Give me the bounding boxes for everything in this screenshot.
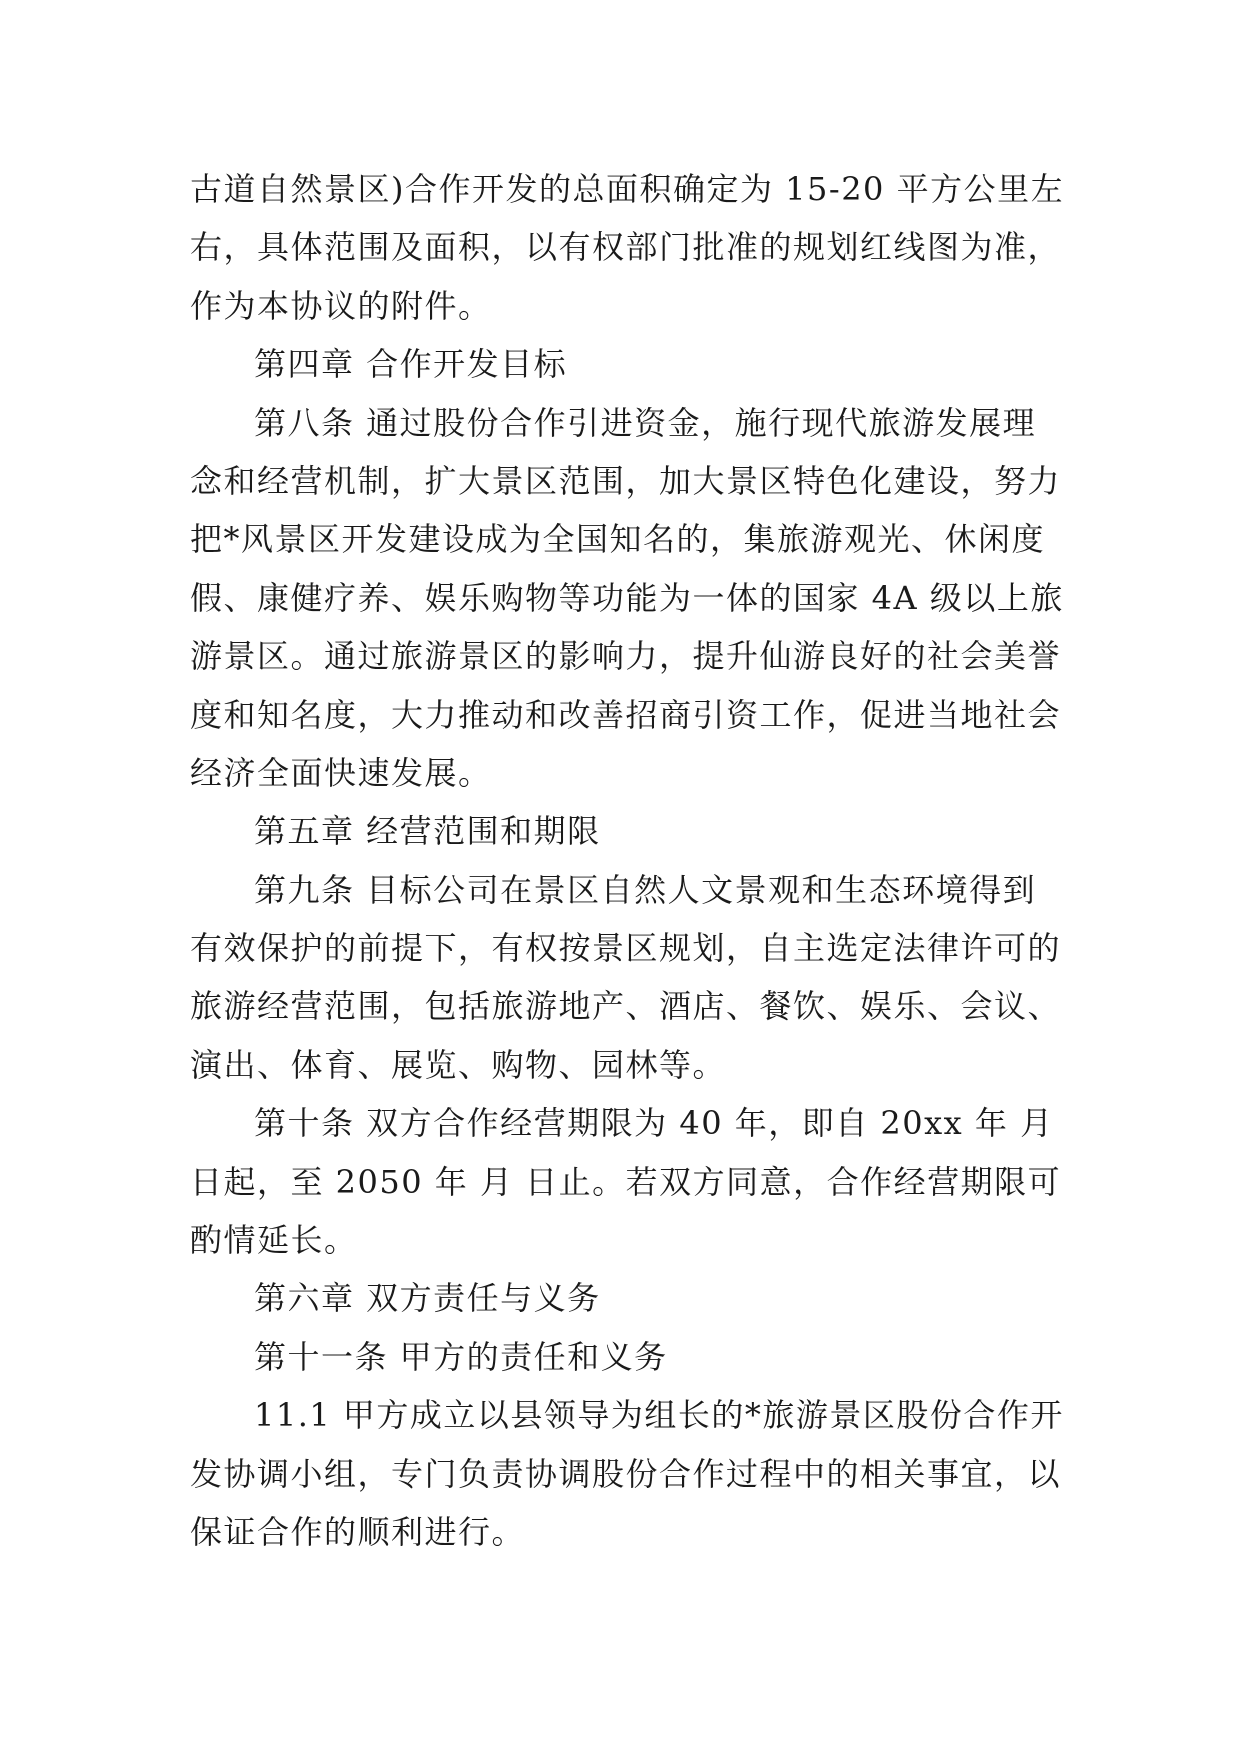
text-line: 经济全面快速发展。 [190, 753, 492, 792]
text-line: 旅游经营范围，包括旅游地产、酒店、餐饮、娱乐、会议、 [190, 987, 1062, 1026]
text-line: 古道自然景区)合作开发的总面积确定为 15-20 平方公里左 [190, 170, 1065, 208]
text-line: 把*风景区开发建设成为全国知名的，集旅游观光、休闲度 [190, 520, 1046, 559]
text-line: 有效保护的前提下，有权按景区规划，自主选定法律许可的 [190, 929, 1062, 968]
text-line: 发协调小组，专门负责协调股份合作过程中的相关事宜，以 [190, 1454, 1062, 1493]
article-line: 第十条 双方合作经营期限为 40 年，即自 20xx 年 月 [254, 1104, 1054, 1143]
article-line: 第八条 通过股份合作引进资金，施行现代旅游发展理 [254, 403, 1037, 442]
text-line: 右，具体范围及面积，以有权部门批准的规划红线图为准， [190, 228, 1062, 267]
text-line: 作为本协议的附件。 [190, 286, 492, 325]
article-heading: 第十一条 甲方的责任和义务 [254, 1337, 668, 1376]
article-line: 第九条 目标公司在景区自然人文景观和生态环境得到 [254, 870, 1037, 909]
text-line: 酌情延长。 [190, 1221, 358, 1260]
text-line: 度和知名度，大力推动和改善招商引资工作，促进当地社会 [190, 695, 1062, 734]
text-line: 假、康健疗养、娱乐购物等功能为一体的国家 4A 级以上旅 [190, 578, 1064, 617]
text-line: 演出、体育、展览、购物、园林等。 [190, 1045, 727, 1084]
text-line: 念和经营机制，扩大景区范围，加大景区特色化建设，努力 [190, 461, 1062, 500]
text-line: 保证合作的顺利进行。 [190, 1512, 526, 1551]
document-body [190, 160, 1070, 1561]
chapter-heading: 第五章 经营范围和期限 [254, 812, 601, 851]
clause-line: 11.1 甲方成立以县领导为组长的*旅游景区股份合作开 [254, 1396, 1064, 1435]
text-line: 日起，至 2050 年 月 日止。若双方同意，合作经营期限可 [190, 1162, 1062, 1201]
chapter-heading: 第四章 合作开发目标 [254, 345, 568, 384]
chapter-heading: 第六章 双方责任与义务 [254, 1279, 601, 1318]
text-line: 游景区。通过旅游景区的影响力，提升仙游良好的社会美誉 [190, 637, 1062, 676]
